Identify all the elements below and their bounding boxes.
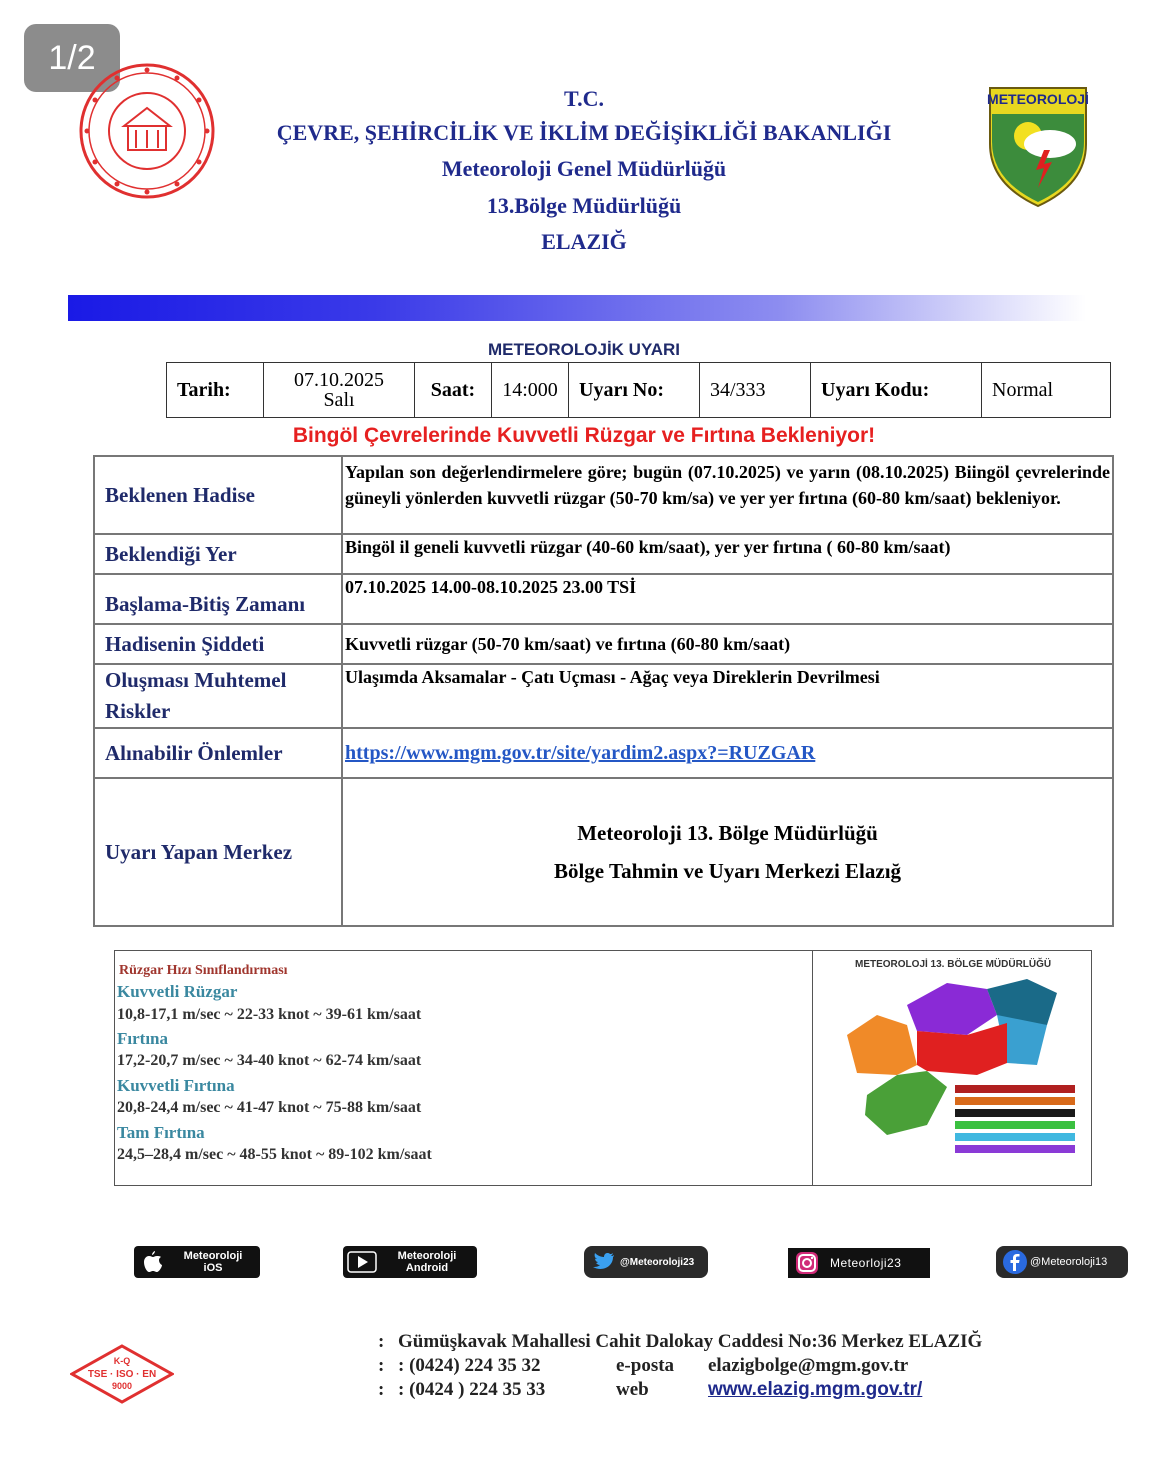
header-ministry: ÇEVRE, ŞEHİRCİLİK VE İKLİM DEĞİŞİKLİĞİ BAKANLIĞI bbox=[276, 120, 892, 145]
region-map bbox=[837, 975, 1087, 1175]
tse-logo-line2: TSE · ISO · EN bbox=[87, 1369, 157, 1380]
table-row bbox=[94, 664, 1113, 728]
wind-cat-strong-range: 10,8-17,1 m/sec ~ 22-33 knot ~ 39-61 km/saat bbox=[117, 1006, 422, 1023]
table-row bbox=[94, 624, 1113, 664]
start-end-time-label: Başlama-Bitiş Zamanı bbox=[94, 574, 342, 624]
google-play-icon bbox=[347, 1250, 377, 1274]
phone2-separator: : bbox=[378, 1379, 385, 1400]
severity-label: Hadisenin Şiddeti bbox=[94, 624, 342, 664]
android-badge-line1: Meteoroloji bbox=[397, 1250, 457, 1262]
issuing-center-line2: Bölge Tahmin ve Uyarı Merkezi Elazığ bbox=[553, 859, 902, 883]
wind-cat-strong-storm-range: 20,8-24,4 m/sec ~ 41-47 knot ~ 75-88 km/saat bbox=[117, 1099, 422, 1116]
page-indicator: 1/2 bbox=[24, 24, 120, 92]
header-gradient-bar bbox=[68, 295, 1086, 321]
ios-badge-line2: iOS bbox=[203, 1262, 223, 1274]
wind-cat-full-storm: Tam Fırtına bbox=[117, 1123, 205, 1142]
tse-iso-logo bbox=[70, 1344, 174, 1404]
day-value: Salı bbox=[323, 389, 355, 411]
table-row bbox=[94, 778, 1113, 926]
email-text[interactable]: elazigbolge@mgm.gov.tr bbox=[708, 1355, 909, 1376]
ios-badge-line1: Meteoroloji bbox=[183, 1250, 243, 1262]
address-text: Gümüşkavak Mahallesi Cahit Dalokay Caddesi No:36 Merkez ELAZIĞ bbox=[398, 1331, 983, 1352]
apple-icon bbox=[140, 1249, 166, 1275]
region-map-title: METEOROLOJİ 13. BÖLGE MÜDÜRLÜĞÜ bbox=[855, 959, 1052, 970]
wind-cat-storm: Fırtına bbox=[117, 1029, 168, 1048]
web-label: web bbox=[616, 1379, 649, 1400]
expected-event-value: Yapılan son değerlendirmelere göre; bugün (07.10.2025) ve yarın (08.10.2025) Biingöl çevrelerinde güneyli yönlerden kuvvetli rüzgar (50-70 km/sa) ve yer yer fırtına (60-80 km/saat) bekleniyor. bbox=[342, 456, 1113, 534]
wind-title: Rüzgar Hızı Sınıflandırması bbox=[119, 963, 288, 978]
meteoroloji-shield-logo bbox=[986, 84, 1090, 208]
header-city: ELAZIĞ bbox=[541, 229, 627, 254]
table-row bbox=[94, 728, 1113, 778]
android-app-badge[interactable] bbox=[343, 1246, 477, 1278]
warning-meta-table bbox=[166, 362, 1111, 418]
instagram-icon bbox=[794, 1251, 820, 1275]
facebook-badge[interactable] bbox=[996, 1246, 1128, 1278]
instagram-badge[interactable] bbox=[788, 1248, 930, 1278]
warning-no-label: Uyarı No: bbox=[569, 363, 700, 418]
email-label: e-posta bbox=[616, 1355, 675, 1376]
phone1-text: : (0424) 224 35 32 bbox=[398, 1355, 541, 1376]
warning-no-value: 34/333 bbox=[700, 363, 811, 418]
meteoroloji-logo-text: METEOROLOJİ bbox=[987, 91, 1089, 107]
date-cell bbox=[264, 363, 415, 418]
phone1-separator: : bbox=[378, 1355, 385, 1376]
warning-code-value: Normal bbox=[982, 363, 1111, 418]
issuing-center-value bbox=[342, 778, 1113, 926]
ios-app-badge[interactable] bbox=[134, 1246, 260, 1278]
start-end-time-value: 07.10.2025 14.00-08.10.2025 23.00 TSİ bbox=[342, 574, 1113, 624]
table-row bbox=[94, 574, 1113, 624]
web-link[interactable]: www.elazig.mgm.gov.tr/ bbox=[708, 1379, 923, 1400]
twitter-handle: @Meteoroloji23 bbox=[620, 1256, 695, 1268]
time-label: Saat: bbox=[415, 363, 492, 418]
alert-title: Bingöl Çevrelerinde Kuvvetli Rüzgar ve Fırtına Bekleniyor! bbox=[292, 424, 876, 447]
expected-place-value: Bingöl il geneli kuvvetli rüzgar (40-60 km/saat), yer yer fırtına ( 60-80 km/saat) bbox=[342, 534, 1113, 574]
table-row bbox=[94, 534, 1113, 574]
facebook-handle: @Meteoroloji13 bbox=[1030, 1256, 1108, 1268]
facebook-icon bbox=[1002, 1249, 1028, 1275]
wind-classification-text bbox=[115, 951, 813, 1185]
precautions-link[interactable]: https://www.mgm.gov.tr/site/yardim2.aspx?=RUZGAR bbox=[345, 741, 816, 764]
precautions-cell bbox=[342, 728, 1113, 778]
warning-details-table bbox=[93, 455, 1114, 927]
tse-logo-line3: 9000 bbox=[111, 1381, 133, 1391]
instagram-handle: Meteorloji23 bbox=[830, 1256, 902, 1270]
address-separator: : bbox=[378, 1331, 385, 1352]
issuing-center-label: Uyarı Yapan Merkez bbox=[94, 778, 342, 926]
wind-classification-box bbox=[114, 950, 1092, 1186]
twitter-icon bbox=[592, 1252, 616, 1272]
time-value: 14:000 bbox=[492, 363, 569, 418]
phone2-text: : (0424 ) 224 35 33 bbox=[398, 1379, 546, 1400]
wind-cat-strong: Kuvvetli Rüzgar bbox=[117, 982, 238, 1001]
date-value: 07.10.2025 bbox=[294, 369, 384, 391]
wind-cat-full-storm-range: 24,5–28,4 m/sec ~ 48-55 knot ~ 89-102 km/saat bbox=[117, 1146, 432, 1163]
severity-value: Kuvvetli rüzgar (50-70 km/saat) ve fırtına (60-80 km/saat) bbox=[342, 624, 1113, 664]
tse-logo-line1: K-Q bbox=[113, 1356, 131, 1366]
section-title: METEOROLOJİK UYARI bbox=[487, 340, 681, 359]
expected-place-label: Beklendiği Yer bbox=[94, 534, 342, 574]
header-general-directorate: Meteoroloji Genel Müdürlüğü bbox=[441, 156, 727, 181]
expected-event-label: Beklenen Hadise bbox=[94, 456, 342, 534]
wind-cat-strong-storm: Kuvvetli Fırtına bbox=[117, 1076, 235, 1095]
wind-cat-storm-range: 17,2-20,7 m/sec ~ 34-40 knot ~ 62-74 km/saat bbox=[117, 1052, 422, 1069]
table-row bbox=[94, 456, 1113, 534]
warning-code-label: Uyarı Kodu: bbox=[811, 363, 982, 418]
issuing-center-line1: Meteoroloji 13. Bölge Müdürlüğü bbox=[577, 821, 878, 845]
date-label: Tarih: bbox=[167, 363, 264, 418]
precautions-label: Alınabilir Önlemler bbox=[94, 728, 342, 778]
android-badge-line2: Android bbox=[405, 1262, 449, 1274]
risks-value: Ulaşımda Aksamalar - Çatı Uçması - Ağaç veya Direklerin Devrilmesi bbox=[342, 664, 1113, 728]
header-tc: T.C. bbox=[564, 86, 604, 111]
twitter-badge[interactable] bbox=[584, 1246, 708, 1278]
header-regional-directorate: 13.Bölge Müdürlüğü bbox=[486, 193, 682, 218]
risks-label: Oluşması Muhtemel Riskler bbox=[94, 664, 342, 728]
